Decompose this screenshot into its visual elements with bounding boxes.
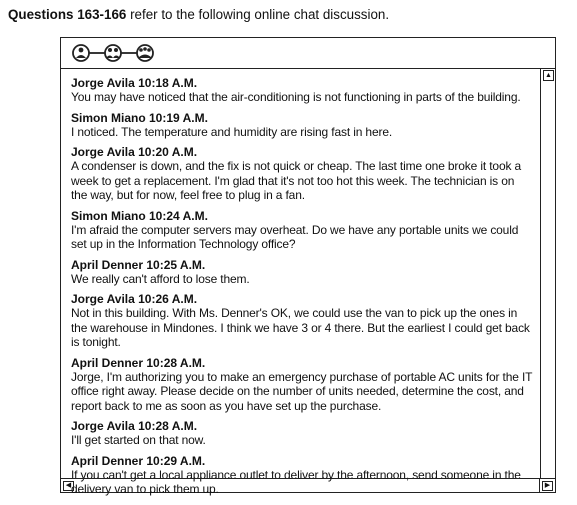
chat-log [71,76,533,496]
message-text: I'm afraid the computer servers may overheat. Do we have any portable units we could set up in the Information Technology office? [71,222,519,251]
message-text: We really can't afford to lose them. [71,271,250,286]
chat-message [71,292,533,350]
scrollbar-corner [539,478,540,492]
scroll-right-arrow-icon[interactable]: ▶ [542,481,553,491]
chat-window [60,37,556,496]
chat-message [71,145,533,203]
message-text: I noticed. The temperature and humidity are rising fast in here. [71,124,393,139]
message-text: If you can't get a local appliance outlet to deliver by the afternoon, send someone in the delivery van to pick them up. [71,467,521,496]
message-author: Jorge Avila 10:28 A.M. [71,419,198,433]
message-author: April Denner 10:25 A.M. [71,257,206,272]
people-icon [71,43,163,63]
message-text: A condenser is down, and the fix is not quick or cheap. The last time one broke it took a week to get a replacement. I'm glad that it's not too hot this week. The technician is on the way, but for now, feel free to plug in a fan. [71,159,522,202]
participants-icons [71,43,163,63]
question-range: Questions 163-166 [8,7,127,22]
chat-message [71,356,533,414]
question-instructions: refer to the following online chat discussion. [126,7,390,22]
chat-message [71,111,533,140]
horizontal-scrollbar[interactable] [61,478,555,492]
message-text: Jorge, I'm authorizing you to make an emergency purchase of portable AC units for the IT office right away. Please decide on the number of units needed, determine the cost, and report back to me as soon as you have set up the purchase. [71,369,533,413]
chat-message [71,76,533,105]
question-header [8,6,568,24]
vertical-scrollbar[interactable] [540,68,555,478]
chat-message [71,258,533,287]
message-text: I'll get started on that now. [71,433,206,447]
message-author: Jorge Avila 10:18 A.M. [71,76,198,90]
chat-message [71,209,533,252]
title-divider [61,68,555,69]
chat-message [71,419,533,448]
message-author: Simon Miano 10:19 A.M. [71,110,208,125]
message-text: Not in this building. With Ms. Denner's OK, we could use the van to pick up the ones in the warehouse in Mindones. I think we have 3 or 4 there. But the earliest I could get back is tonight. [71,306,530,349]
message-author: April Denner 10:29 A.M. [71,453,206,468]
message-author: April Denner 10:28 A.M. [71,355,206,370]
scroll-up-arrow-icon[interactable]: ▲ [543,70,554,81]
message-author: Jorge Avila 10:26 A.M. [71,292,198,306]
message-author: Simon Miano 10:24 A.M. [71,208,208,223]
message-author: Jorge Avila 10:20 A.M. [71,145,198,159]
scroll-left-arrow-icon[interactable]: ◀ [63,481,74,491]
message-text: You may have noticed that the air-conditioning is not functioning in parts of the building. [71,90,521,104]
